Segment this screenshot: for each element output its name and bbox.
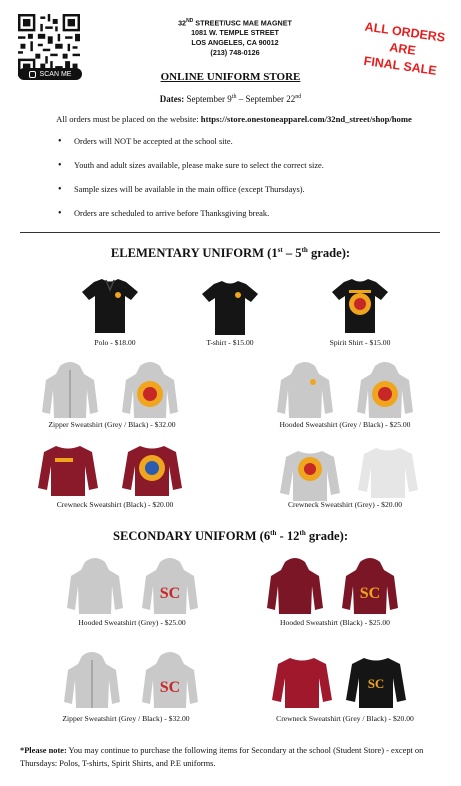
address-line-1: 32ND STREET/USC MAE MAGNET (178, 18, 292, 28)
svg-text:SC: SC (359, 585, 381, 602)
svg-text:SC: SC (159, 585, 181, 602)
item-caption-secondary-hooded-grey: Hooded Sweatshirt (Grey) - $25.00 (78, 618, 186, 627)
hooded-sweatshirt-grey-image (275, 360, 335, 418)
store-url-link[interactable]: https://store.onestoneapparel.com/32nd_street/shop/home (200, 114, 412, 124)
item-caption-zipper: Zipper Sweatshirt (Grey / Black) - $32.00 (48, 420, 176, 429)
item-caption-crewneck-grey: Crewneck Sweatshirt (Grey) - $20.00 (287, 500, 403, 509)
crewneck-sweatshirt-grey-back-image (358, 442, 418, 498)
purchase-note (20, 744, 440, 770)
secondary-crewneck-maroon-image (272, 652, 332, 708)
hooded-sweatshirt-back-image (355, 360, 415, 418)
rule-item: • Orders will NOT be accepted at the school site. (58, 136, 448, 160)
address-line-4: (213) 748-0126 (210, 48, 260, 58)
rule-item: • Sample sizes will be available in the main office (except Thursdays). (58, 184, 448, 208)
item-caption-hooded: Hooded Sweatshirt (Grey / Black) - $25.00 (279, 420, 411, 429)
section-divider (20, 232, 440, 233)
svg-text:SC: SC (367, 676, 385, 691)
final-sale-notice: ALL ORDERS ARE FINAL SALE (362, 19, 447, 78)
rule-item: • Youth and adult sizes available, please make sure to select the correct size. (58, 160, 448, 184)
scan-me-label: SCAN ME (39, 70, 72, 78)
secondary-zipper-back-image (140, 650, 200, 708)
item-caption-secondary-hooded-black: Hooded Sweatshirt (Black) - $25.00 (280, 618, 390, 627)
order-rules-list (58, 136, 448, 232)
item-caption-secondary-zipper: Zipper Sweatshirt (Grey / Black) - $32.00 (62, 714, 190, 723)
secondary-hooded-grey-image (65, 556, 125, 614)
crewneck-sweatshirt-maroon-back-image (122, 440, 182, 496)
order-dates: Dates: September 9th – September 22nd (159, 94, 302, 104)
spirit-shirt-image (330, 278, 390, 336)
item-caption-crewneck-black: Crewneck Sweatshirt (Black) - $20.00 (56, 500, 174, 509)
secondary-heading: SECONDARY UNIFORM (6th - 12th grade): (112, 529, 349, 544)
crewneck-sweatshirt-grey-image (280, 445, 340, 501)
item-caption-spirit-shirt: Spirit Shirt - $15.00 (329, 338, 391, 347)
school-address (150, 16, 320, 58)
crewneck-sweatshirt-maroon-image (38, 440, 98, 496)
secondary-hooded-grey-back-image (140, 556, 200, 614)
address-line-2: 1081 W. TEMPLE STREET (191, 28, 279, 38)
item-caption-polo: Polo - $18.00 (94, 338, 136, 347)
secondary-zipper-grey-image (62, 650, 122, 708)
item-caption-secondary-crewneck: Crewneck Sweatshirt (Grey / Black) - $20.00 (276, 714, 414, 723)
secondary-hooded-black-back-image (340, 556, 400, 614)
rule-item: • Orders are scheduled to arrive before Thanksgiving break. (58, 208, 448, 232)
note-label: *Please note: (20, 746, 67, 755)
qr-code (18, 14, 80, 76)
svg-text:SC: SC (159, 679, 181, 696)
polo-shirt-image (80, 278, 140, 336)
note-text: You may continue to purchase the following items for Secondary at the school (Student Store) - except on Thursdays: Polos, T-shirts, Spirit Shirts, and P.E uniforms. (20, 746, 424, 768)
tshirt-image (200, 280, 260, 338)
secondary-crewneck-black-image (346, 652, 406, 708)
zipper-sweatshirt-back-image (120, 360, 180, 418)
website-instruction: All orders must be placed on the website: https://store.onestoneapparel.com/32nd_street/shop/home (56, 114, 412, 124)
zipper-sweatshirt-grey-image (40, 360, 100, 418)
address-line-3: LOS ANGELES, CA 90012 (191, 38, 279, 48)
item-caption-tshirt: T-shirt - $15.00 (206, 338, 254, 347)
elementary-heading: ELEMENTARY UNIFORM (1st – 5th grade): (110, 246, 351, 261)
secondary-hooded-black-image (265, 556, 325, 614)
store-title: ONLINE UNIFORM STORE (160, 71, 301, 83)
